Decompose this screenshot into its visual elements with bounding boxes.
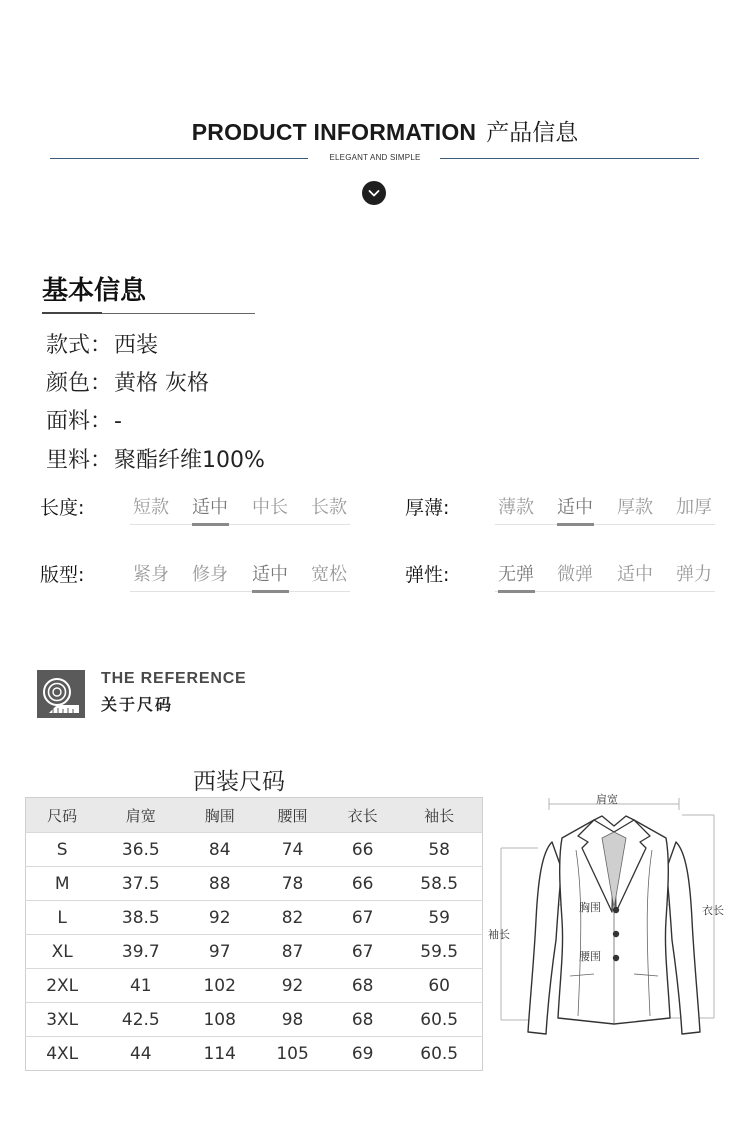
reference-title-en: THE REFERENCE <box>101 670 247 687</box>
table-cell: 114 <box>203 1043 236 1064</box>
table-cell: 97 <box>183 935 256 969</box>
table-row <box>26 1037 483 1071</box>
table-cell: 4XL <box>46 1043 79 1064</box>
label-sleeve: 袖长 <box>488 928 510 941</box>
attr-option-selected: 适中 <box>557 497 593 518</box>
attr-track <box>130 591 350 592</box>
table-row <box>26 1003 483 1037</box>
attr-label-thickness: 厚薄: <box>405 497 450 519</box>
column-header: 尺码 <box>26 798 99 833</box>
label-waist: 腰围 <box>579 950 601 963</box>
table-cell: 42.5 <box>98 1003 183 1037</box>
info-label: 颜色： <box>46 371 113 396</box>
attr-option: 长款 <box>311 497 347 518</box>
jacket-illustration <box>486 780 736 1050</box>
attr-track <box>495 524 715 525</box>
attr-group-fit <box>130 560 350 586</box>
column-header: 胸围 <box>183 798 256 833</box>
table-cell: 67 <box>329 901 396 935</box>
table-cell: M <box>26 867 99 901</box>
label-length: 衣长 <box>702 904 724 917</box>
column-header: 腰围 <box>256 798 329 833</box>
attr-label-fit: 版型: <box>40 564 85 586</box>
table-cell: 88 <box>183 867 256 901</box>
table-cell: 37.5 <box>98 867 183 901</box>
table-cell: 36.5 <box>98 833 183 867</box>
info-value: 黄格 灰格 <box>114 371 210 396</box>
attr-selected-bar <box>498 590 535 593</box>
table-cell: 82 <box>256 901 329 935</box>
table-cell: 87 <box>256 935 329 969</box>
attr-option: 紧身 <box>133 564 169 585</box>
chevron-down-icon <box>362 181 386 205</box>
attr-selected-bar <box>252 590 289 593</box>
attr-option: 修身 <box>192 564 228 585</box>
label-chest: 胸围 <box>579 901 601 914</box>
info-row-color <box>46 366 209 397</box>
heading-underline-thin <box>102 313 255 314</box>
table-cell: 92 <box>256 969 329 1003</box>
attr-track <box>130 524 350 525</box>
attr-group-length <box>130 493 350 519</box>
table-cell: 84 <box>183 833 256 867</box>
table-cell: 67 <box>329 935 396 969</box>
attr-selected-bar <box>192 523 229 526</box>
table-cell: 3XL <box>26 1003 99 1037</box>
table-cell: 69 <box>351 1043 374 1064</box>
table-cell: 74 <box>256 833 329 867</box>
label-shoulder: 肩宽 <box>596 793 618 806</box>
table-cell: 68 <box>329 1003 396 1037</box>
info-label: 款式： <box>46 333 113 358</box>
jacket-measurement-diagram <box>486 780 736 1050</box>
attr-option: 短款 <box>133 497 169 518</box>
table-header-row <box>26 798 483 833</box>
attr-selected-bar <box>557 523 594 526</box>
table-cell: 44 <box>129 1043 152 1064</box>
attr-group-thickness <box>495 493 715 519</box>
table-cell: S <box>26 833 99 867</box>
column-header: 衣长 <box>329 798 396 833</box>
info-row-fabric <box>46 404 122 435</box>
info-value: 聚酯纤维100% <box>114 448 265 473</box>
header-rule-right <box>440 158 699 159</box>
attr-option: 中长 <box>252 497 288 518</box>
heading-underline <box>42 312 102 314</box>
table-cell: 68 <box>329 969 396 1003</box>
table-cell: 60 <box>396 969 482 1003</box>
column-header: 袖长 <box>396 798 482 833</box>
header-subtitle: ELEGANT AND SIMPLE <box>329 153 421 162</box>
title-cn: 产品信息 <box>486 120 579 146</box>
size-table <box>25 797 483 1071</box>
table-cell: 59.5 <box>396 935 482 969</box>
table-cell: 105 <box>276 1043 309 1064</box>
table-row <box>26 833 483 867</box>
table-cell: 98 <box>256 1003 329 1037</box>
attr-option: 弹力 <box>676 564 712 585</box>
attr-option: 宽松 <box>311 564 347 585</box>
info-row-lining <box>46 443 265 474</box>
table-row <box>26 935 483 969</box>
table-row <box>26 901 483 935</box>
info-label: 里料： <box>46 448 113 473</box>
info-row-style <box>46 328 158 359</box>
table-cell: 39.7 <box>98 935 183 969</box>
attr-option: 薄款 <box>498 497 534 518</box>
attr-option: 加厚 <box>676 497 712 518</box>
attr-option-selected: 无弹 <box>498 564 534 585</box>
attr-option-selected: 适中 <box>252 564 288 585</box>
table-cell: 59 <box>396 901 482 935</box>
header-rule-left <box>50 158 308 159</box>
attr-label-elasticity: 弹性: <box>405 564 450 586</box>
table-cell: 60.5 <box>396 1003 482 1037</box>
table-cell: 58 <box>396 833 482 867</box>
attr-option: 适中 <box>617 564 653 585</box>
table-cell: 66 <box>329 833 396 867</box>
table-cell: XL <box>26 935 99 969</box>
page-title <box>0 114 750 147</box>
table-cell: 92 <box>183 901 256 935</box>
info-value: 西装 <box>114 333 159 358</box>
size-table-title: 西装尺码 <box>193 769 285 795</box>
table-cell: 38.5 <box>98 901 183 935</box>
table-cell: L <box>26 901 99 935</box>
table-cell: 41 <box>98 969 183 1003</box>
attr-label-length: 长度: <box>40 497 85 519</box>
attr-option: 微弹 <box>557 564 593 585</box>
table-cell: 58.5 <box>396 867 482 901</box>
table-row <box>26 867 483 901</box>
title-en: PRODUCT INFORMATION <box>191 119 477 145</box>
basic-info-heading: 基本信息 <box>42 276 147 306</box>
info-label: 面料： <box>46 409 113 434</box>
measuring-tape-icon <box>37 670 85 718</box>
column-header: 肩宽 <box>98 798 183 833</box>
attr-option-selected: 适中 <box>192 497 228 518</box>
table-cell: 102 <box>183 969 256 1003</box>
table-cell: 78 <box>256 867 329 901</box>
table-cell: 108 <box>183 1003 256 1037</box>
attr-group-elasticity <box>495 560 715 586</box>
info-value: - <box>114 409 122 434</box>
reference-title-cn: 关于尺码 <box>101 695 174 714</box>
table-cell: 60.5 <box>420 1043 459 1064</box>
table-row <box>26 969 483 1003</box>
table-cell: 2XL <box>26 969 99 1003</box>
attr-option: 厚款 <box>617 497 653 518</box>
table-cell: 66 <box>329 867 396 901</box>
